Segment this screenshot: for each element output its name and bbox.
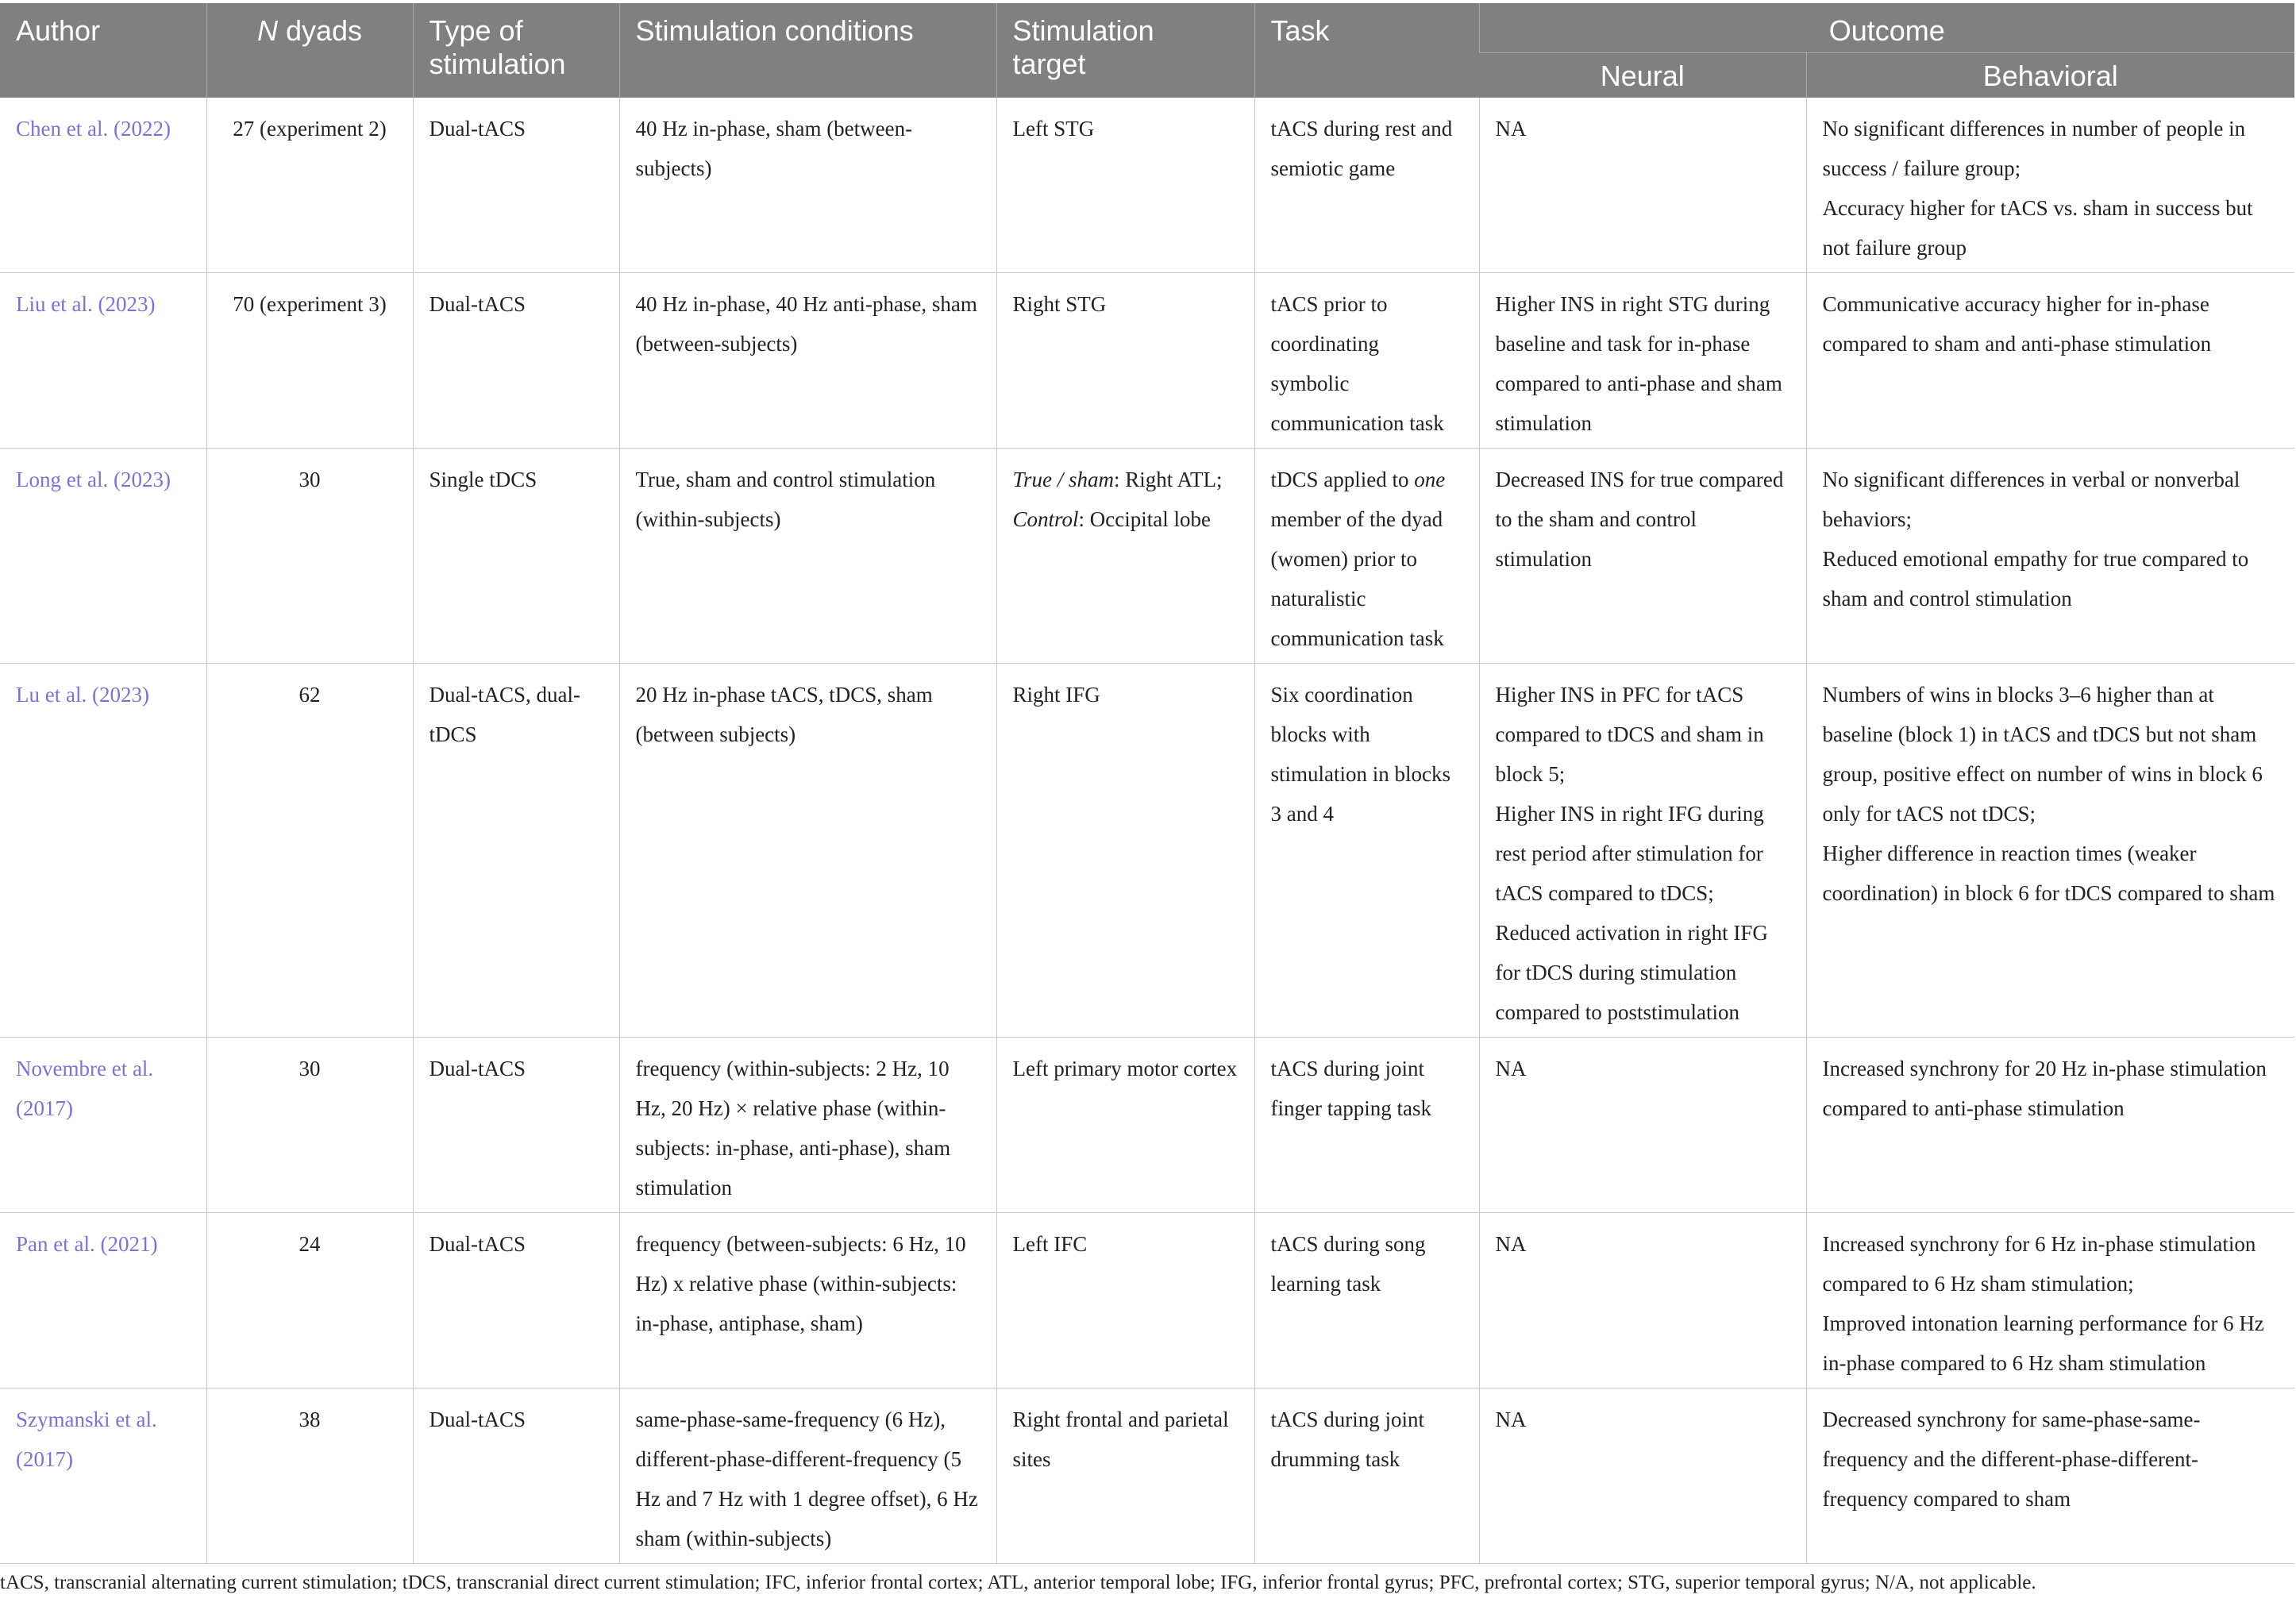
n-dyads-cell: 38: [206, 1388, 413, 1564]
target-cell: Right IFG: [996, 664, 1254, 1038]
neural-line: Higher INS in PFC for tACS compared to tDCS and sham in block 5;: [1495, 683, 1764, 786]
neural-line: NA: [1495, 1057, 1527, 1080]
header-row: [0, 3, 2294, 53]
behavioral-line: Accuracy higher for tACS vs. sham in success but not failure group: [1822, 196, 2253, 260]
n-dyads-cell: 30: [206, 449, 413, 664]
task-cell: tACS during song learning task: [1254, 1213, 1479, 1388]
target-header-line2: target: [1012, 48, 1086, 80]
behavioral-line: Increased synchrony for 20 Hz in-phase stimulation compared to anti-phase stimulation: [1822, 1057, 2267, 1120]
neural-outcome-cell: [1479, 98, 1806, 273]
n-dyads-cell: 62: [206, 664, 413, 1038]
type-header-line1: Type of: [429, 14, 523, 47]
conditions-cell: 40 Hz in-phase, 40 Hz anti-phase, sham (between-subjects): [619, 273, 996, 449]
neural-outcome-cell: [1479, 449, 1806, 664]
author-link[interactable]: Pan et al. (2021): [0, 1213, 206, 1388]
author-link[interactable]: Chen et al. (2022): [0, 98, 206, 273]
results-table: [0, 3, 2294, 1564]
table-row: [0, 1213, 2294, 1388]
target-header-line1: Stimulation: [1012, 14, 1154, 47]
conditions-cell: frequency (between-subjects: 6 Hz, 10 Hz) x relative phase (within-subjects: in-phase, antiphase, sham): [619, 1213, 996, 1388]
behavioral-outcome-cell: [1806, 273, 2294, 449]
col-type-header: [413, 3, 619, 98]
col-outcome-header: Outcome: [1479, 3, 2294, 53]
behavioral-outcome-cell: [1806, 449, 2294, 664]
neural-outcome-cell: [1479, 1038, 1806, 1213]
target-cell: Left IFC: [996, 1213, 1254, 1388]
behavioral-outcome-cell: [1806, 1038, 2294, 1213]
behavioral-line: No significant differences in verbal or nonverbal behaviors;: [1822, 468, 2240, 531]
neural-outcome-cell: [1479, 273, 1806, 449]
n-dyads-cell: 30: [206, 1038, 413, 1213]
stimulation-type-cell: Dual-tACS: [413, 98, 619, 273]
col-neural-header: Neural: [1479, 53, 1806, 98]
table-header: [0, 3, 2294, 98]
stimulation-type-cell: Dual-tACS, dual-tDCS: [413, 664, 619, 1038]
col-conditions-header: Stimulation conditions: [619, 3, 996, 98]
task-cell: Six coordination blocks with stimulation in blocks 3 and 4: [1254, 664, 1479, 1038]
n-italic: N: [256, 14, 278, 47]
target-cell: Right frontal and parietal sites: [996, 1388, 1254, 1564]
target-cell: Right STG: [996, 273, 1254, 449]
neural-line: Decreased INS for true compared to the sham and control stimulation: [1495, 468, 1784, 571]
col-n-dyads-header: [206, 3, 413, 98]
table-row: [0, 449, 2294, 664]
col-task-header: Task: [1254, 3, 1479, 98]
col-target-header: [996, 3, 1254, 98]
stimulation-type-cell: Dual-tACS: [413, 1038, 619, 1213]
target-cell: Left STG: [996, 98, 1254, 273]
true-sham-value: : Right ATL;: [1114, 468, 1223, 491]
conditions-cell: frequency (within-subjects: 2 Hz, 10 Hz, 20 Hz) × relative phase (within-subjects: in-phase, anti-phase), sham stimulation: [619, 1038, 996, 1213]
task-cell: tACS prior to coordinating symbolic communication task: [1254, 273, 1479, 449]
neural-line: Higher INS in right STG during baseline and task for in-phase compared to anti-phase and sham stimulation: [1495, 292, 1782, 435]
neural-outcome-cell: [1479, 664, 1806, 1038]
stimulation-type-cell: Dual-tACS: [413, 1213, 619, 1388]
conditions-cell: 20 Hz in-phase tACS, tDCS, sham (between subjects): [619, 664, 996, 1038]
behavioral-line: Numbers of wins in blocks 3–6 higher than at baseline (block 1) in tACS and tDCS but not sham group, positive effect on number of wins in block 6 only for tACS not tDCS;: [1822, 683, 2263, 826]
task-text-italic: one: [1414, 468, 1446, 491]
true-sham-label: True / sham: [1012, 468, 1115, 491]
neural-outcome-cell: [1479, 1213, 1806, 1388]
col-author-header: Author: [0, 3, 206, 98]
neural-line: Higher INS in right IFG during rest period after stimulation for tACS compared to tDCS;: [1495, 802, 1764, 905]
table-row: [0, 273, 2294, 449]
table-body: [0, 98, 2294, 1564]
task-cell: tACS during joint drumming task: [1254, 1388, 1479, 1564]
author-link[interactable]: Lu et al. (2023): [0, 664, 206, 1038]
conditions-cell: True, sham and control stimulation (within-subjects): [619, 449, 996, 664]
author-link[interactable]: Novembre et al. (2017): [0, 1038, 206, 1213]
behavioral-outcome-cell: [1806, 664, 2294, 1038]
behavioral-outcome-cell: [1806, 1213, 2294, 1388]
author-link[interactable]: Long et al. (2023): [0, 449, 206, 664]
col-behavioral-header: Behavioral: [1806, 53, 2294, 98]
author-link[interactable]: Szymanski et al. (2017): [0, 1388, 206, 1564]
task-text-post: member of the dyad (women) prior to naturalistic communication task: [1270, 507, 1444, 650]
stimulation-type-cell: Dual-tACS: [413, 1388, 619, 1564]
control-label: Control: [1012, 507, 1079, 531]
behavioral-outcome-cell: [1806, 98, 2294, 273]
neural-line: NA: [1495, 1232, 1527, 1256]
behavioral-line: Reduced emotional empathy for true compared to sham and control stimulation: [1822, 547, 2249, 610]
table-row: [0, 98, 2294, 273]
n-dyads-cell: 24: [206, 1213, 413, 1388]
stimulation-type-cell: Dual-tACS: [413, 273, 619, 449]
author-link[interactable]: Liu et al. (2023): [0, 273, 206, 449]
conditions-cell: same-phase-same-frequency (6 Hz), different-phase-different-frequency (5 Hz and 7 Hz with 1 degree offset), 6 Hz sham (within-subjects): [619, 1388, 996, 1564]
target-cell: Left primary motor cortex: [996, 1038, 1254, 1213]
task-cell: tACS during rest and semiotic game: [1254, 98, 1479, 273]
behavioral-line: Decreased synchrony for same-phase-same-frequency and the different-phase-different-frequency compared to sham: [1822, 1408, 2201, 1511]
behavioral-line: Improved intonation learning performance for 6 Hz in-phase compared to 6 Hz sham stimulation: [1822, 1311, 2264, 1375]
n-dyads-cell: 70 (experiment 3): [206, 273, 413, 449]
behavioral-line: No significant differences in number of people in success / failure group;: [1822, 117, 2246, 180]
behavioral-outcome-cell: [1806, 1388, 2294, 1564]
table-row: [0, 1388, 2294, 1564]
table-row: [0, 664, 2294, 1038]
table-footnote: tACS, transcranial alternating current stimulation; tDCS, transcranial direct current stimulation; IFC, inferior frontal cortex; ATL, anterior temporal lobe; IFG, inferior frontal gyrus; PFC, prefrontal cortex; STG, superior temporal gyrus; N/A, not applicable.: [0, 1572, 2036, 1593]
stimulation-type-cell: Single tDCS: [413, 449, 619, 664]
target-cell: [996, 449, 1254, 664]
n-dyads-cell: 27 (experiment 2): [206, 98, 413, 273]
type-header-line2: stimulation: [429, 48, 566, 80]
task-cell: [1254, 449, 1479, 664]
table-row: [0, 1038, 2294, 1213]
neural-line: NA: [1495, 117, 1527, 141]
n-dyads-label: dyads: [277, 14, 363, 47]
behavioral-line: Increased synchrony for 6 Hz in-phase stimulation compared to 6 Hz sham stimulation;: [1822, 1232, 2256, 1296]
conditions-cell: 40 Hz in-phase, sham (between-subjects): [619, 98, 996, 273]
neural-line: NA: [1495, 1408, 1527, 1431]
task-cell: tACS during joint finger tapping task: [1254, 1038, 1479, 1213]
neural-line: Reduced activation in right IFG for tDCS during stimulation compared to poststimulation: [1495, 921, 1768, 1024]
behavioral-line: Higher difference in reaction times (weaker coordination) in block 6 for tDCS compared to sham: [1822, 842, 2275, 905]
neural-outcome-cell: [1479, 1388, 1806, 1564]
behavioral-line: Communicative accuracy higher for in-phase compared to sham and anti-phase stimulation: [1822, 292, 2212, 356]
control-value: : Occipital lobe: [1078, 507, 1211, 531]
task-text-pre: tDCS applied to: [1270, 468, 1415, 491]
